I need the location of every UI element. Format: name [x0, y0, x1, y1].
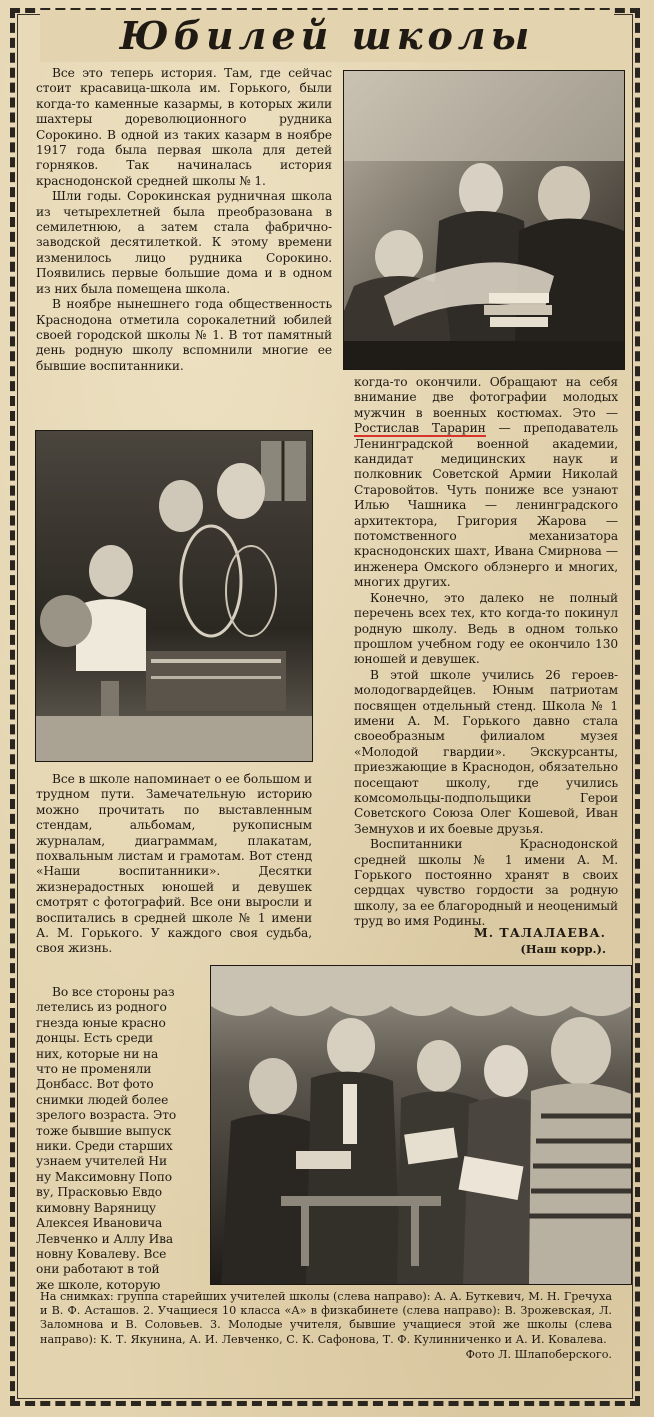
underlined-name: Ростислав Тарарин — [354, 421, 486, 436]
text-line: гнезда юные красно — [36, 1015, 166, 1030]
text-line: они работают в той — [36, 1262, 160, 1277]
text-line: снимки людей более — [36, 1092, 169, 1107]
paragraph: Все в школе напоминает о ее большом и трудном пути. Замечательную историю можно прочитать по выставленным стендам, альбомам, рукописным журналам, диаграммам, плакатам, похвальным листам и грамотам. Вот стенд «Наши воспитанники». Десятки жизнерадостных юношей и девушек смотрят с фотографий. Все они выросли и воспитались в средней школе № 1 имени А. М. Горького. У каждого своя судьба, своя жизнь. — [36, 772, 312, 956]
text-line: ники. Среди старших — [36, 1139, 173, 1154]
text-line: же школе, которую — [36, 1277, 161, 1292]
paragraph: Все это теперь история. Там, где сейчас стоит красавица-школа им. Горького, были когда-то каменные казармы, в которых жили шахтеры дореволюционного рудника Сорокино. В одной из таких казарм в ноябре 1917 года была первая школа для детей горняков. Так начиналась история краснодонской средней школы № 1. — [36, 66, 332, 188]
text-line: тоже бывшие выпуск — [36, 1123, 172, 1138]
paragraph: Шли годы. Сорокинская рудничная школа из четырехлетней была преобразована в семилетнюю, а затем стала фабрично-заводской десятилеткой. К этому времени изменилось лицо рудника Сорокино. Появились первые большие дома и в одном из них была помещена школа. — [36, 189, 332, 296]
text-line: что не променяли — [36, 1062, 152, 1077]
text-line: Алексея Ивановича — [36, 1216, 163, 1231]
paragraph: В этой школе учились 26 героев-молодогвардейцев. Юным патриотам посвящен отдельный стенд. Школа № 1 имени А. М. Горького давно стала своеобразным филиалом музея «Молодой гвардии». Экскурсанты, приезжающие в Краснодон, обязательно посещают школу, где учились комсомольцы-подпольщики Герои Советского Союза Олег Кошевой, Иван Земнухов и их боевые друзья. — [354, 667, 618, 836]
author-note: (Наш корр.). — [520, 942, 606, 956]
text-line: ву, Прасковью Евдо — [36, 1185, 163, 1200]
text-line: Донбасс. Вот фото — [36, 1077, 154, 1092]
text-line: кимовну Варяницу — [36, 1200, 156, 1215]
caption-text: На снимках: группа старейших учителей школы (слева направо): А. А. Буткевич, М. Н. Гречуха и В. Ф. Асташов. 2. Учащиеся 10 класса «А» в физкабинете (слева направо): В. Зрожевская, Л. Заломнова и В. Соловьев. 3. Молодые учителя, бывшие учащиеся этой же школы (слева направо): К. Т. Якунина, А. И. Левченко, С. К. Сафонова, Т. Ф. Кулинниченко и А. И. Ковалева. — [40, 1290, 612, 1346]
article-headline: Юбилей школы — [40, 10, 614, 62]
photo-physics-class — [35, 430, 313, 762]
text-line: новну Ковалеву. Все — [36, 1246, 167, 1261]
author-signature: М. ТАЛАЛАЕВА. — [473, 925, 606, 940]
text-line: зрелого возраста. Это — [36, 1108, 177, 1123]
paragraph: Воспитанники Краснодонской средней школы № 1 имени А. М. Горького постоянно хранят в своих сердцах чувство гордости за родную школу, за ее благородный и неоценимый труд во имя Родины. — [354, 837, 618, 929]
column-left-bottom — [36, 985, 208, 1293]
column-right — [354, 375, 618, 930]
text-line: ну Максимовну Попо — [36, 1169, 172, 1184]
text-line: летелись из родного — [36, 1000, 167, 1015]
text-line: узнаем учителей Ни — [36, 1154, 167, 1169]
paragraph: Конечно, это далеко не полный перечень всех тех, кто когда-то покинул родную школу. Ведь в одном только прошлом учебном году ее окончило 130 юношей и девушек. — [354, 590, 618, 667]
paragraph-text: когда-то окончили. Обращают на себя внимание две фотографии молодых мужчин в военных костюмах. Это — — [354, 375, 618, 420]
text-line: Во все стороны раз — [52, 985, 175, 999]
column-left-middle — [36, 772, 312, 957]
column-left-top — [36, 66, 332, 374]
photo-young-teachers — [210, 965, 632, 1285]
paragraph-text: — преподаватель Ленинградской военной академии, кандидат медицинских наук и полковник Советской Армии Николай Старовойтов. Чуть пониже все узнают Илью Чашника — ленинградского архитектора, Григория Жарова — потомственного механизатора краснодонских шахт, Ивана Смирнова — инженера Омского облэнерго и многих, многих других. — [354, 421, 618, 590]
text-line: донцы. Есть среди — [36, 1031, 153, 1046]
text-line: Левченко и Аллу Ива — [36, 1231, 174, 1246]
photo-senior-teachers — [343, 70, 625, 370]
photo-caption — [40, 1290, 612, 1362]
text-line: них, которые ни на — [36, 1046, 159, 1061]
photo-credit: Фото Л. Шлапоберского. — [465, 1347, 612, 1361]
paragraph: В ноябре нынешнего года общественность Краснодона отметила сорокалетний юбилей своей городской школы № 1. В тот памятный день родную школу вспомнили многие ее бывшие воспитанники. — [36, 297, 332, 373]
paragraph — [354, 375, 618, 591]
